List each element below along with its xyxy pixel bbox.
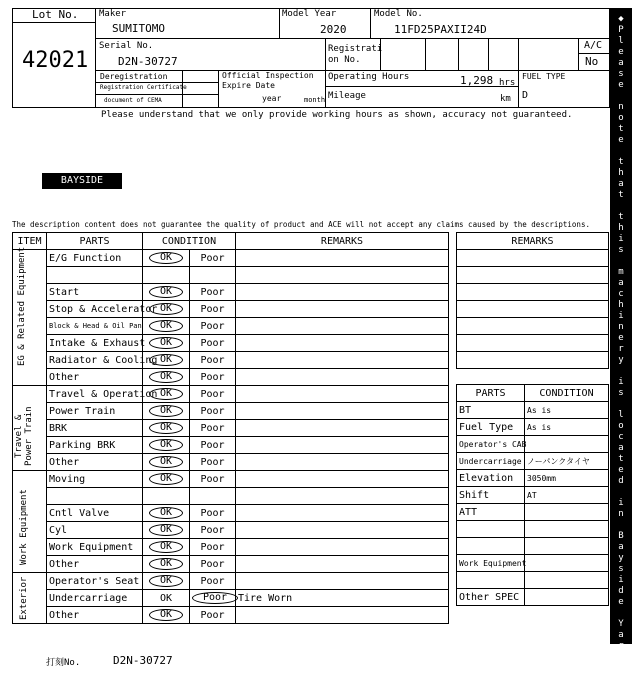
table-row [13, 573, 449, 590]
condition-ok-label: OK [149, 575, 183, 587]
table-row [13, 352, 449, 369]
part-name: Radiator & Cooling [47, 352, 143, 369]
condition-ok-label: OK [149, 303, 183, 315]
spec-part [457, 572, 525, 589]
spec-row [457, 555, 609, 572]
condition-ok-label: OK [149, 558, 183, 570]
condition-poor [190, 556, 236, 573]
condition-ok [143, 250, 190, 267]
operating-hours-label: Operating Hours [328, 72, 410, 82]
mileage-label: Mileage [328, 91, 366, 101]
remark-cell [236, 335, 449, 352]
model-no-value: 11FD25PAXII24D [394, 23, 487, 36]
spec-row [457, 521, 609, 538]
remark-cell [236, 522, 449, 539]
part-name: Other [47, 556, 143, 573]
spec-part: Fuel Type [457, 419, 525, 436]
table-row [13, 369, 449, 386]
remark-cell [236, 437, 449, 454]
group-label-exterior: Exterior [19, 576, 29, 620]
part-name [47, 267, 143, 284]
header-parts: PARTS [47, 233, 143, 250]
condition-poor [190, 301, 236, 318]
condition-ok-label: OK [149, 456, 183, 468]
month-label: month [304, 96, 326, 104]
condition-ok [143, 488, 190, 505]
part-name: Start [47, 284, 143, 301]
spec-row [457, 436, 609, 453]
spec-part: Undercarriage [457, 453, 525, 470]
condition-poor [190, 437, 236, 454]
condition-ok [143, 607, 190, 624]
condition-ok-label: OK [149, 337, 183, 349]
remark-cell [236, 369, 449, 386]
model-year-value: 2020 [320, 23, 347, 36]
spec-row [457, 419, 609, 436]
lot-label: Lot No. [32, 8, 79, 21]
maker-label: Maker [99, 9, 127, 19]
serial-label: Serial No. [99, 41, 154, 51]
condition-poor [190, 284, 236, 301]
location-sidebar [610, 8, 632, 673]
condition-ok [143, 539, 190, 556]
spec-part: ATT [457, 504, 525, 521]
table-row [13, 284, 449, 301]
remark-cell [236, 267, 449, 284]
table-row [13, 318, 449, 335]
spec-condition [525, 436, 609, 453]
remark-cell: Tire Worn [236, 590, 449, 607]
hours-note: Please understand that we only provide working hours as shown, accuracy not guaranteed. [101, 110, 573, 120]
condition-ok-label: OK [149, 354, 183, 366]
model-no-label: Model No. [374, 9, 423, 19]
spec-row [457, 589, 609, 606]
spec-part: Other SPEC [457, 589, 525, 606]
condition-ok [143, 505, 190, 522]
serial-value: D2N-30727 [118, 55, 178, 68]
disclaimer-text: The description content does not guarantee the quality of product and ACE will not accept any claims caused by the descriptions. [12, 220, 590, 229]
lot-divider [12, 22, 96, 23]
condition-poor-label: Poor [200, 524, 225, 536]
part-name: E/G Function [47, 250, 143, 267]
condition-ok [143, 386, 190, 403]
remark-cell [236, 250, 449, 267]
condition-poor [190, 335, 236, 352]
ac-label: A/C [584, 40, 603, 51]
condition-poor [190, 505, 236, 522]
part-name: Cntl Valve [47, 505, 143, 522]
group-cell [13, 573, 47, 624]
ac-value: No [585, 55, 599, 68]
condition-poor-label: Poor [200, 541, 225, 553]
remark-cell [236, 386, 449, 403]
table-row [13, 437, 449, 454]
remarks-table [456, 232, 609, 369]
table-row [13, 250, 449, 267]
condition-poor-label: Poor [200, 456, 225, 468]
spec-header-parts: PARTS [457, 385, 525, 402]
spec-condition [525, 572, 609, 589]
table-row [13, 590, 449, 607]
remark-cell [236, 573, 449, 590]
group-label-work: Work Equipment [19, 489, 29, 565]
table-row [13, 301, 449, 318]
spec-row [457, 572, 609, 589]
condition-ok-label: OK [149, 371, 183, 383]
spec-condition: ノーパンクタイヤ [525, 453, 609, 470]
part-name: Block & Head & Oil Pan [47, 318, 143, 335]
sidebar-text: ◆ P l e a s e n o t e t h a t t h i s m a c h i n e r y i s l o c a t e d i n B a y s i d e Y a r d ◆ [618, 14, 624, 673]
table-row [13, 454, 449, 471]
maker-value: SUMITOMO [112, 22, 165, 35]
group-label-eg: EG & Related Equipment [17, 246, 27, 366]
condition-poor-label: Poor [200, 473, 225, 485]
header-remarks: REMARKS [236, 233, 449, 250]
condition-poor [190, 488, 236, 505]
condition-ok [143, 454, 190, 471]
condition-poor-label: Poor [200, 371, 225, 383]
condition-poor-label: Poor [200, 354, 225, 366]
spec-row [457, 504, 609, 521]
spec-condition [525, 521, 609, 538]
condition-ok-label: OK [149, 439, 183, 451]
condition-poor [190, 420, 236, 437]
condition-poor [190, 369, 236, 386]
condition-ok [143, 369, 190, 386]
condition-poor [190, 386, 236, 403]
table-row [13, 335, 449, 352]
condition-ok-label: OK [149, 524, 183, 536]
location-badge: BAYSIDE [42, 173, 122, 189]
header-remarks-2: REMARKS [457, 233, 609, 250]
part-name: Undercarriage [47, 590, 143, 607]
remark-cell [236, 318, 449, 335]
spec-condition [525, 504, 609, 521]
model-year-label: Model Year [282, 9, 337, 19]
condition-ok [143, 352, 190, 369]
condition-ok [143, 471, 190, 488]
remark-cell [236, 284, 449, 301]
condition-poor-label: Poor [200, 405, 225, 417]
fuel-type-value: D [522, 90, 529, 101]
condition-ok-label: OK [149, 507, 183, 519]
part-name: Intake & Exhaust [47, 335, 143, 352]
condition-ok [143, 590, 190, 607]
condition-ok [143, 522, 190, 539]
spec-part: BT [457, 402, 525, 419]
remark-cell [236, 556, 449, 573]
condition-poor [190, 522, 236, 539]
group-label-travel: Travel & Power Train [14, 406, 34, 466]
remark-cell [236, 471, 449, 488]
condition-poor [190, 573, 236, 590]
condition-poor-label: Poor [200, 337, 225, 349]
part-name: Other [47, 607, 143, 624]
condition-poor-label: Poor [200, 507, 225, 519]
table-row [13, 267, 449, 284]
table-row [13, 522, 449, 539]
registration-certificate-label: Registration Certificate [100, 84, 187, 91]
condition-ok-label: OK [149, 320, 183, 332]
table-row [13, 420, 449, 437]
lot-number: 42021 [22, 48, 89, 73]
condition-poor-label: Poor [200, 320, 225, 332]
table-row [13, 607, 449, 624]
table-row [13, 386, 449, 403]
condition-poor [190, 318, 236, 335]
condition-poor [190, 352, 236, 369]
spec-condition [525, 589, 609, 606]
part-name [47, 488, 143, 505]
part-name: Parking BRK [47, 437, 143, 454]
remark-cell [236, 420, 449, 437]
condition-ok [143, 437, 190, 454]
table-row [13, 539, 449, 556]
spec-part: Shift [457, 487, 525, 504]
part-name: Cyl [47, 522, 143, 539]
spec-condition: As is [525, 419, 609, 436]
table-row [13, 471, 449, 488]
footer-label: 打刻No. [46, 658, 81, 668]
condition-ok [143, 284, 190, 301]
condition-poor-label: Poor [192, 592, 238, 604]
condition-ok [143, 301, 190, 318]
spec-condition: As is [525, 402, 609, 419]
remark-cell [236, 403, 449, 420]
condition-poor [190, 590, 236, 607]
spec-row [457, 470, 609, 487]
condition-poor [190, 267, 236, 284]
header-item: ITEM [13, 233, 47, 250]
spec-header-condition: CONDITION [525, 385, 609, 402]
fuel-type-label: FUEL TYPE [522, 72, 566, 81]
condition-poor-label: Poor [200, 575, 225, 587]
condition-ok-label: OK [149, 388, 183, 400]
condition-ok [143, 335, 190, 352]
km-unit: km [500, 94, 511, 104]
spec-condition: 3050mm [525, 470, 609, 487]
condition-poor [190, 607, 236, 624]
remark-cell [236, 488, 449, 505]
spec-part: Operator's CAB [457, 436, 525, 453]
table-row [13, 403, 449, 420]
header-condition: CONDITION [143, 233, 236, 250]
condition-ok [143, 318, 190, 335]
condition-poor-label: Poor [200, 252, 225, 264]
remark-cell [236, 539, 449, 556]
condition-poor-label: Poor [200, 303, 225, 315]
condition-poor [190, 454, 236, 471]
spec-table [456, 384, 609, 606]
condition-poor-label: Poor [200, 439, 225, 451]
spec-part: Elevation [457, 470, 525, 487]
hrs-unit: hrs [499, 78, 516, 88]
part-name: Stop & Accelerator [47, 301, 143, 318]
condition-poor-label: Poor [200, 286, 225, 298]
part-name: Other [47, 454, 143, 471]
condition-poor-label: Poor [200, 558, 225, 570]
spec-part [457, 521, 525, 538]
spec-condition [525, 538, 609, 555]
table-row [13, 488, 449, 505]
condition-ok-label: OK [149, 286, 183, 298]
condition-poor [190, 403, 236, 420]
condition-poor-label: Poor [200, 422, 225, 434]
condition-poor-label: Poor [200, 388, 225, 400]
deregistration-label: Deregistration [100, 72, 168, 81]
part-name: Work Equipment [47, 539, 143, 556]
condition-ok [143, 267, 190, 284]
registration-label: Registrati on No. [328, 44, 383, 65]
spec-part [457, 538, 525, 555]
condition-ok-label: OK [149, 541, 183, 553]
part-name: BRK [47, 420, 143, 437]
year-label: year [262, 94, 282, 103]
spec-row [457, 402, 609, 419]
condition-ok-label: OK [149, 252, 183, 264]
condition-table-header [13, 233, 449, 250]
remark-cell [236, 607, 449, 624]
condition-ok-label: OK [149, 609, 183, 621]
table-row [13, 556, 449, 573]
spec-condition: AT [525, 487, 609, 504]
condition-ok-label: OK [159, 592, 173, 604]
part-name: Moving [47, 471, 143, 488]
spec-part: Work Equipment [457, 555, 525, 572]
part-name: Travel & Operation [47, 386, 143, 403]
cema-label: document of CEMA [104, 97, 162, 104]
remark-cell [236, 301, 449, 318]
footer-value: D2N-30727 [113, 654, 173, 667]
spec-row [457, 453, 609, 470]
condition-poor [190, 250, 236, 267]
remark-cell [236, 454, 449, 471]
inspection-label: Official Inspection Expire Date [222, 71, 314, 90]
group-cell [13, 471, 47, 573]
spec-row [457, 538, 609, 555]
table-row [13, 505, 449, 522]
condition-ok [143, 556, 190, 573]
condition-ok-label: OK [149, 473, 183, 485]
condition-poor-label: Poor [200, 609, 225, 621]
condition-ok [143, 420, 190, 437]
condition-ok-label: OK [149, 422, 183, 434]
remark-cell [236, 505, 449, 522]
part-name: Power Train [47, 403, 143, 420]
condition-poor [190, 539, 236, 556]
condition-ok-label: OK [149, 405, 183, 417]
condition-ok [143, 403, 190, 420]
remark-cell [236, 352, 449, 369]
condition-ok [143, 573, 190, 590]
part-name: Operator's Seat [47, 573, 143, 590]
spec-row [457, 487, 609, 504]
spec-condition [525, 555, 609, 572]
condition-table [12, 232, 449, 624]
condition-poor [190, 471, 236, 488]
part-name: Other [47, 369, 143, 386]
operating-hours-value: 1,298 [460, 74, 494, 87]
